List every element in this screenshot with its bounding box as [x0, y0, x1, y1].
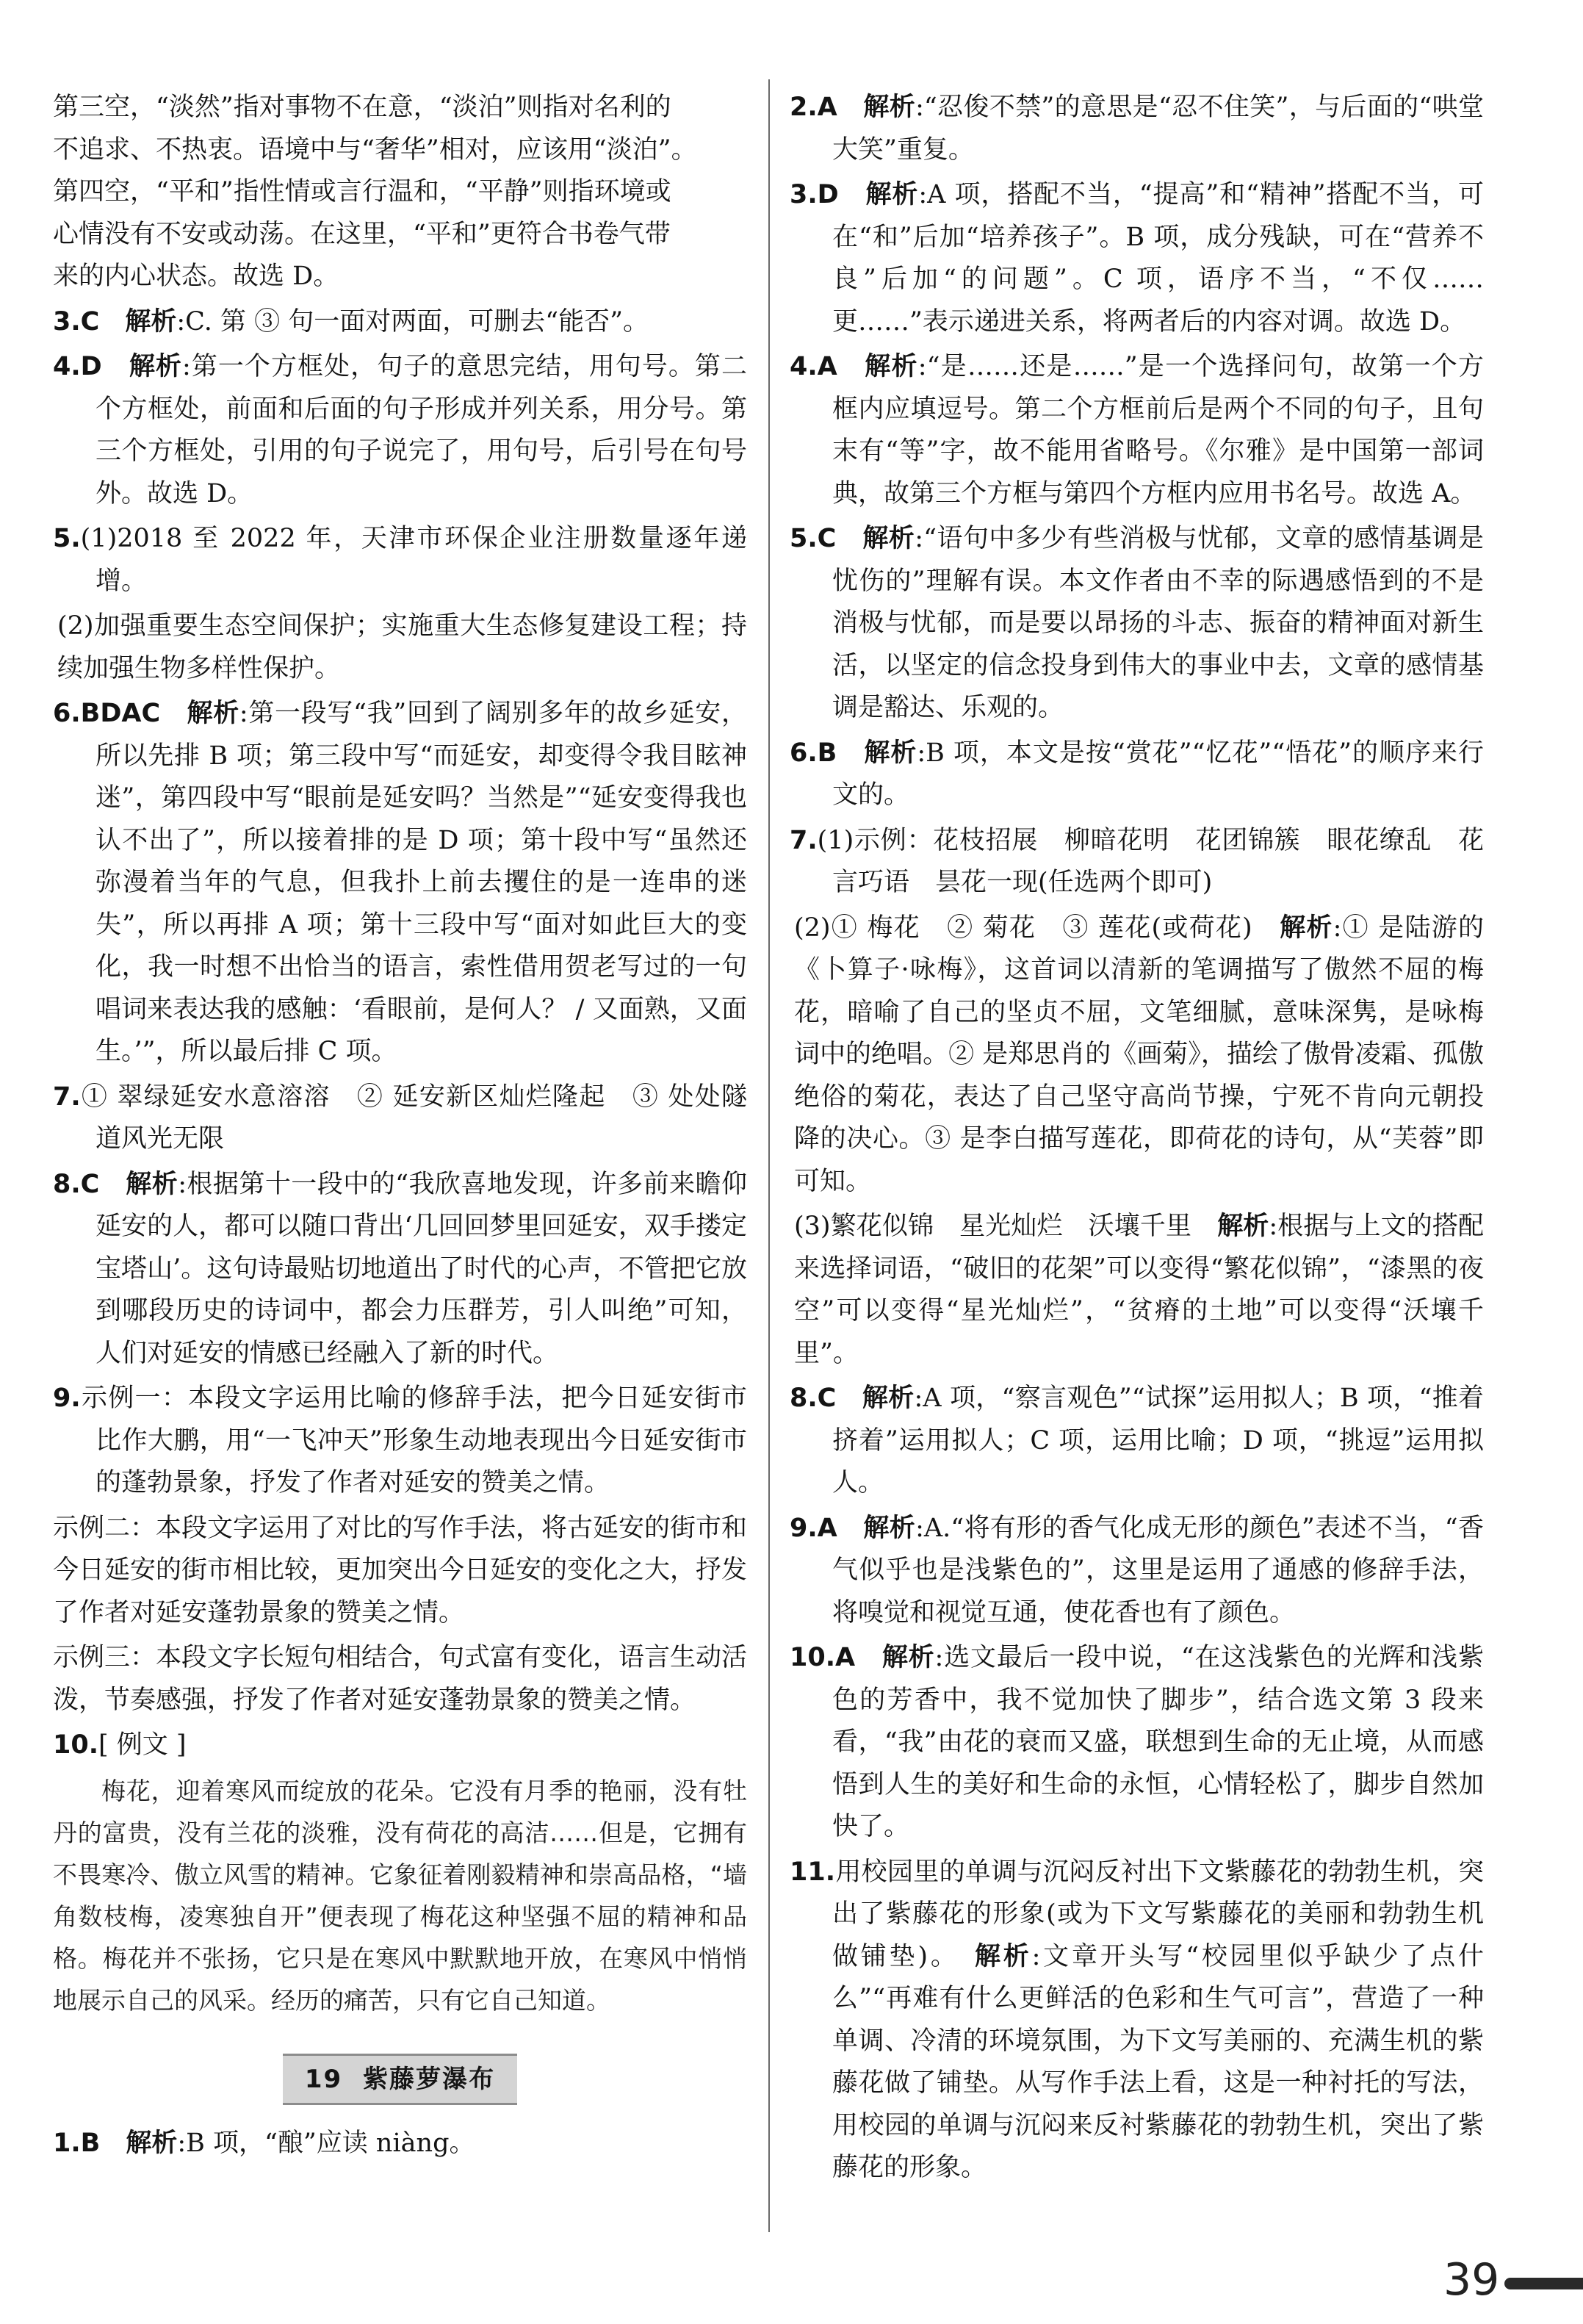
- answer-item-9: 9.示例一：本段文字运用比喻的修辞手法，把今日延安街市比作大鹏，用“一飞冲天”形象生动地表现出今日延安街市的蓬勃景象，抒发了作者对延安的赞美之情。: [53, 1384, 747, 1497]
- page-number-bar: [1504, 2278, 1583, 2289]
- answer-item-2: 2.A 解析:“忍俊不禁”的意思是“忍不住笑”，与后面的“哄堂大笑”重复。: [790, 93, 1484, 165]
- answer-item-10: 10.[ 例文 ]: [53, 1730, 187, 1760]
- answer-item-8: 8.C 解析:A 项，“察言观色”“试探”运用拟人；B 项，“推着挤着”运用拟人；C 项，运用比喻；D 项，“挑逗”运用拟人。: [790, 1384, 1484, 1497]
- answer-item-9: 9.A 解析:A.“将有形的香气化成无形的颜色”表述不当，“香气似乎也是浅紫色的”，这里是运用了通感的修辞手法，将嗅觉和视觉互通，使花香也有了颜色。: [790, 1513, 1484, 1627]
- answer-item-6: 6.B 解析:B 项，本文是按“赏花”“忆花”“悟花”的顺序来行文的。: [790, 738, 1484, 810]
- right-column: [790, 87, 1484, 2192]
- answer-item-10: 10.A 解析:选文最后一段中说，“在这浅紫色的光辉和浅紫色的芳香中，我不觉加快了脚步”，结合选文第 3 段来看，“我”由花的衰而又盛，联想到生命的无止境，从而感悟到人生的美好和生命的永恒，心情轻松了，脚步自然加快了。: [790, 1643, 1484, 1841]
- answer-item-4: 4.D 解析:第一个方框处，句子的意思完结，用句号。第二个方框处，前面和后面的句子形成并列关系，用分号。第三个方框处，引用的句子说完了，用句号，后引号在句号外。故选 D。: [53, 352, 747, 508]
- answer-item-7-part-3: (3)繁花似锦 星光灿烂 沃壤千里 解析:根据与上文的搭配来选择词语，“破旧的花架”可以变得“繁花似锦”，“漆黑的夜空”可以变得“星光灿烂”，“贫瘠的土地”可以变得“沃壤千里”。: [794, 1212, 1484, 1368]
- answer-item-6: 6.BDAC 解析:第一段写“我”回到了阔别多年的故乡延安，所以先排 B 项；第三段中写“而延安，却变得令我目眩神迷”，第四段中写“眼前是延安吗？当然是”“延安变得我也认不出了”，所以接着排的是 D 项；第十段中写“虽然还弥漫着当年的气息，但我扑上前去攫住的是一连串的迷失”，所以再排 A 项；第十三段中写“面对如此巨大的变化，我一时想不出恰当的语言，索性借用贺老写过的一句唱词来表达我的感触：‘看眼前，是何人？ / 又面熟，又面生。’”，所以最后排 C 项。: [53, 699, 747, 1066]
- continued-answer: 第三空，“淡然”指对事物不在意，“淡泊”则指对名利的 不追求、不热衷。语境中与“奢华”相对，应该用“淡泊”。 第四空，“平和”指性情或言行温和，“平静”则指环境或 心情没有不安或动荡。在这里，“平和”更符合书卷气带 来的内心状态。故选 D。: [53, 93, 697, 291]
- answer-item-9-example-3: 示例三：本段文字长短句相结合，句式富有变化，语言生动活泼，节奏感强，抒发了作者对延安蓬勃景象的赞美之情。: [53, 1643, 748, 1715]
- section-title: 19 紫藤萝瀑布: [283, 2054, 517, 2105]
- answer-item-3: 3.D 解析:A 项，搭配不当，“提高”和“精神”搭配不当，可在“和”后加“培养孩子”。B 项，成分残缺，可在“营养不良”后加“的问题”。C 项，语序不当，“不仅……更……”表示递进关系，将两者后的内容对调。故选 D。: [790, 180, 1484, 337]
- answer-item-7: 7.① 翠绿延安水意溶溶 ② 延安新区灿烂隆起 ③ 处处隧道风光无限: [53, 1082, 747, 1154]
- sample-essay-label: [ 例文 ]: [98, 1730, 187, 1760]
- answer-item-7-part-2: (2)① 梅花 ② 菊花 ③ 莲花(或荷花) 解析:① 是陆游的《卜算子·咏梅》，这首词以清新的笔调描写了傲然不屈的梅花，暗喻了自己的坚贞不屈，文笔细腻，意味深隽，是咏梅词中的绝唱。② 是郑思肖的《画菊》，描绘了傲骨凌霜、孤傲绝俗的菊花，表达了自己坚守高尚节操，宁死不肯向元朝投降的决心。③ 是李白描写莲花，即荷花的诗句，从“芙蓉”即可知。: [794, 913, 1484, 1196]
- section-header: [53, 2054, 747, 2105]
- answer-item-7: 7.(1)示例：花枝招展 柳暗花明 花团锦簇 眼花缭乱 花言巧语 昙花一现(任选两个即可): [790, 825, 1484, 897]
- answer-item-3: 3.C 解析:C. 第 ③ 句一面对两面，可删去“能否”。: [53, 306, 649, 337]
- answer-item-5: 5.C 解析:“语句中多少有些消极与忧郁，文章的感情基调是忧伤的”理解有误。本文作者由不幸的际遇感悟到的不是消极与忧郁，而是要以昂扬的斗志、振奋的精神面对新生活，以坚定的信念投身到伟大的事业中去，文章的感情基调是豁达、乐观的。: [790, 524, 1484, 722]
- answer-item-9-example-2: 示例二：本段文字运用了对比的写作手法，将古延安的街市和今日延安的街市相比较，更加突出今日延安的变化之大，抒发了作者对延安蓬勃景象的赞美之情。: [53, 1513, 748, 1627]
- page-number: 39: [1443, 2254, 1500, 2306]
- column-divider: [768, 79, 770, 2232]
- sample-essay: 梅花，迎着寒风而绽放的花朵。它没有月季的艳丽，没有牡丹的富贵，没有兰花的淡雅，没有荷花的高洁……但是，它拥有不畏寒冷、傲立风雪的精神。它象征着刚毅精神和崇高品格，“墙角数枝梅，凌寒独自开”便表现了梅花这种坚强不屈的精神和品格。梅花并不张扬，它只是在寒风中默默地开放，在寒风中悄悄地展示自己的风采。经历的痛苦，只有它自己知道。: [53, 1776, 747, 2015]
- section-answer-item-1: 1.B 解析:B 项，“酿”应读 niàng。: [53, 2128, 475, 2158]
- answer-item-11: 11.用校园里的单调与沉闷反衬出下文紫藤花的勃勃生机，突出了紫藤花的形象(或为下文写紫藤花的美丽和勃勃生机做铺垫)。 解析:文章开头写“校园里似乎缺少了点什么”“再难有什么更鲜活的色彩和生气可言”，营造了一种单调、冷清的环境氛围，为下文写美丽的、充满生机的紫藤花做了铺垫。从写作手法上看，这是一种衬托的写法，用校园的单调与沉闷来反衬紫藤花的勃勃生机，突出了紫藤花的形象。: [790, 1857, 1484, 2182]
- answer-item-8: 8.C 解析:根据第十一段中的“我欣喜地发现，许多前来瞻仰延安的人，都可以随口背出‘几回回梦里回延安，双手搂定宝塔山’。这句诗最贴切地道出了时代的心声，不管把它放到哪段历史的诗词中，都会力压群芳，引人叫绝”可知，人们对延安的情感已经融入了新的时代。: [53, 1169, 747, 1368]
- answer-item-5-part-2: (2)加强重要生态空间保护；实施重大生态修复建设工程；持续加强生物多样性保护。: [57, 611, 747, 683]
- left-column: [53, 87, 747, 2167]
- answer-item-4: 4.A 解析:“是……还是……”是一个选择问句，故第一个方框内应填逗号。第二个方框前后是两个不同的句子，且句末有“等”字，故不能用省略号。《尔雅》是中国第一部词典，故第三个方框与第四个方框内应用书名号。故选 A。: [790, 352, 1484, 508]
- answer-item-5: 5.(1)2018 至 2022 年，天津市环保企业注册数量逐年递增。: [53, 524, 747, 596]
